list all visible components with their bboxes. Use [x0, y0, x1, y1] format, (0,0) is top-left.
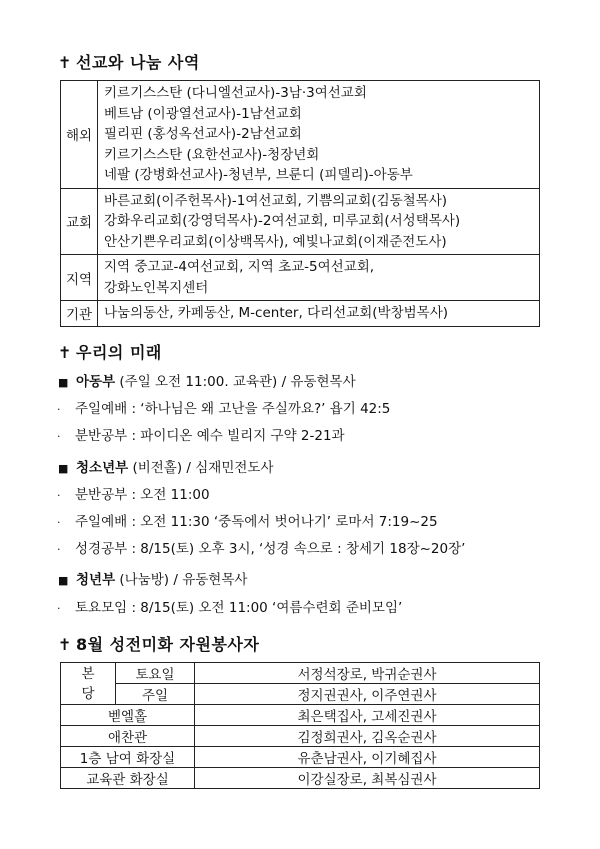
future-header: [58, 340, 162, 363]
mission-line: 강화우리교회(강영덕목사)-2여선교회, 미루교회(서성택목사): [104, 213, 461, 229]
mission-line: 키르기스스탄 (요한선교사)-청장년회: [104, 146, 320, 163]
category-cell: 지역: [61, 255, 98, 301]
young-adults-dept-heading: [58, 568, 247, 588]
place-cell: 1층 남여 화장실: [61, 747, 195, 768]
place-cell: 토요일: [116, 663, 195, 684]
item-text: 분반공부 : 오전 11:00: [75, 487, 210, 503]
category-cell: 기관: [61, 301, 98, 327]
category-cell: 해외: [61, 81, 98, 189]
table-row: [61, 684, 540, 705]
mission-line: 네팔 (강병화선교사)-청년부, 브룬디 (피델리)-아동부: [104, 167, 413, 183]
volunteers-header: [58, 632, 259, 655]
dept-detail: (주일 오전 11:00. 교육관) / 유동현목사: [115, 374, 356, 390]
square-bullet-icon: ■: [58, 376, 69, 389]
list-item: [57, 397, 390, 417]
dot-bullet-icon: ·: [57, 516, 61, 529]
category-cell: 교회: [61, 188, 98, 255]
item-text: 주일예배 : 오전 11:30 ‘중독에서 벗어나기’ 로마서 7:19~25: [75, 514, 438, 530]
names-cell: 정지권권사, 이주연권사: [195, 684, 540, 705]
cross-icon: ✝: [58, 53, 72, 72]
dept-detail: (나눔방) / 유동현목사: [115, 572, 248, 588]
table-row: [61, 726, 540, 747]
mission-row-region: [61, 255, 540, 301]
table-row: [61, 768, 540, 789]
mission-lines: [98, 255, 540, 301]
mission-lines: [98, 188, 540, 255]
list-item: [57, 537, 465, 557]
place-cell: 주일: [116, 684, 195, 705]
mission-row-church: [61, 188, 540, 255]
dept-detail: (비전홀) / 심재민전도사: [128, 460, 274, 476]
item-text: 토요모임 : 8/15(토) 오전 11:00 ‘여름수련회 준비모임’: [75, 600, 403, 616]
square-bullet-icon: ■: [58, 574, 69, 587]
mission-lines: [98, 301, 540, 327]
names-cell: 최은택집사, 고세진권사: [195, 705, 540, 726]
volunteers-title: 8월 성전미화 자원봉사자: [76, 635, 260, 654]
item-text: 분반공부 : 파이디온 예수 빌리지 구약 2-21과: [75, 428, 345, 444]
dot-bullet-icon: ·: [57, 430, 61, 443]
mission-lines: [98, 81, 540, 189]
bondang-label: 당: [81, 685, 95, 702]
dot-bullet-icon: ·: [57, 543, 61, 556]
list-item: [57, 424, 345, 444]
mission-line: 필리핀 (홍성옥선교사)-2남선교회: [104, 126, 302, 142]
mission-table: [60, 80, 540, 327]
mission-row-overseas: [61, 81, 540, 189]
list-item: [57, 596, 402, 616]
dot-bullet-icon: ·: [57, 489, 61, 502]
mission-header: [58, 50, 200, 73]
table-row: [61, 663, 540, 684]
list-item: [57, 510, 438, 530]
youth-dept-heading: [58, 456, 274, 476]
dot-bullet-icon: ·: [57, 602, 61, 615]
dept-name: 아동부: [76, 374, 116, 390]
children-dept-heading: [58, 370, 356, 390]
item-text: 주일예배 : ‘하나님은 왜 고난을 주실까요?’ 욥기 42:5: [75, 401, 391, 417]
square-bullet-icon: ■: [58, 462, 69, 475]
names-cell: 서정석장로, 박귀순권사: [195, 663, 540, 684]
dot-bullet-icon: ·: [57, 403, 61, 416]
mission-line: 안산기쁜우리교회(이상백목사), 예빛나교회(이재준전도사): [104, 233, 447, 250]
mission-line: 나눔의동산, 카페동산, M-center, 다리선교회(박창범목사): [104, 305, 449, 321]
dept-name: 청소년부: [76, 460, 129, 476]
table-row: [61, 747, 540, 768]
dept-name: 청년부: [76, 572, 116, 588]
place-cell: 벧엘홀: [61, 705, 195, 726]
bondang-cell: [61, 663, 116, 705]
mission-title: 선교와 나눔 사역: [76, 53, 200, 72]
mission-line: 강화노인복지센터: [104, 279, 209, 296]
place-cell: 교육관 화장실: [61, 768, 195, 789]
list-item: [57, 483, 210, 503]
mission-line: 베트남 (이광열선교사)-1남선교회: [104, 105, 302, 122]
item-text: 성경공부 : 8/15(토) 오후 3시, ‘성경 속으로 : 창세기 18장~20장’: [75, 541, 466, 557]
cross-icon: ✝: [58, 635, 72, 654]
place-cell: 애찬관: [61, 726, 195, 747]
future-title: 우리의 미래: [76, 343, 162, 362]
mission-line: 바른교회(이주헌목사)-1여선교회, 기쁨의교회(김동철목사): [104, 192, 448, 209]
bondang-label: 본: [81, 665, 95, 682]
names-cell: 유춘남권사, 이기혜집사: [195, 747, 540, 768]
table-row: [61, 705, 540, 726]
mission-row-institution: [61, 301, 540, 327]
mission-line: 지역 중고교-4여선교회, 지역 초교-5여선교회,: [104, 259, 375, 275]
mission-line: 키르기스스탄 (다니엘선교사)-3남·3여선교회: [104, 85, 367, 101]
cross-icon: ✝: [58, 343, 72, 362]
names-cell: 김정희권사, 김옥순권사: [195, 726, 540, 747]
volunteer-table: [60, 662, 540, 789]
names-cell: 이강실장로, 최복심권사: [195, 768, 540, 789]
